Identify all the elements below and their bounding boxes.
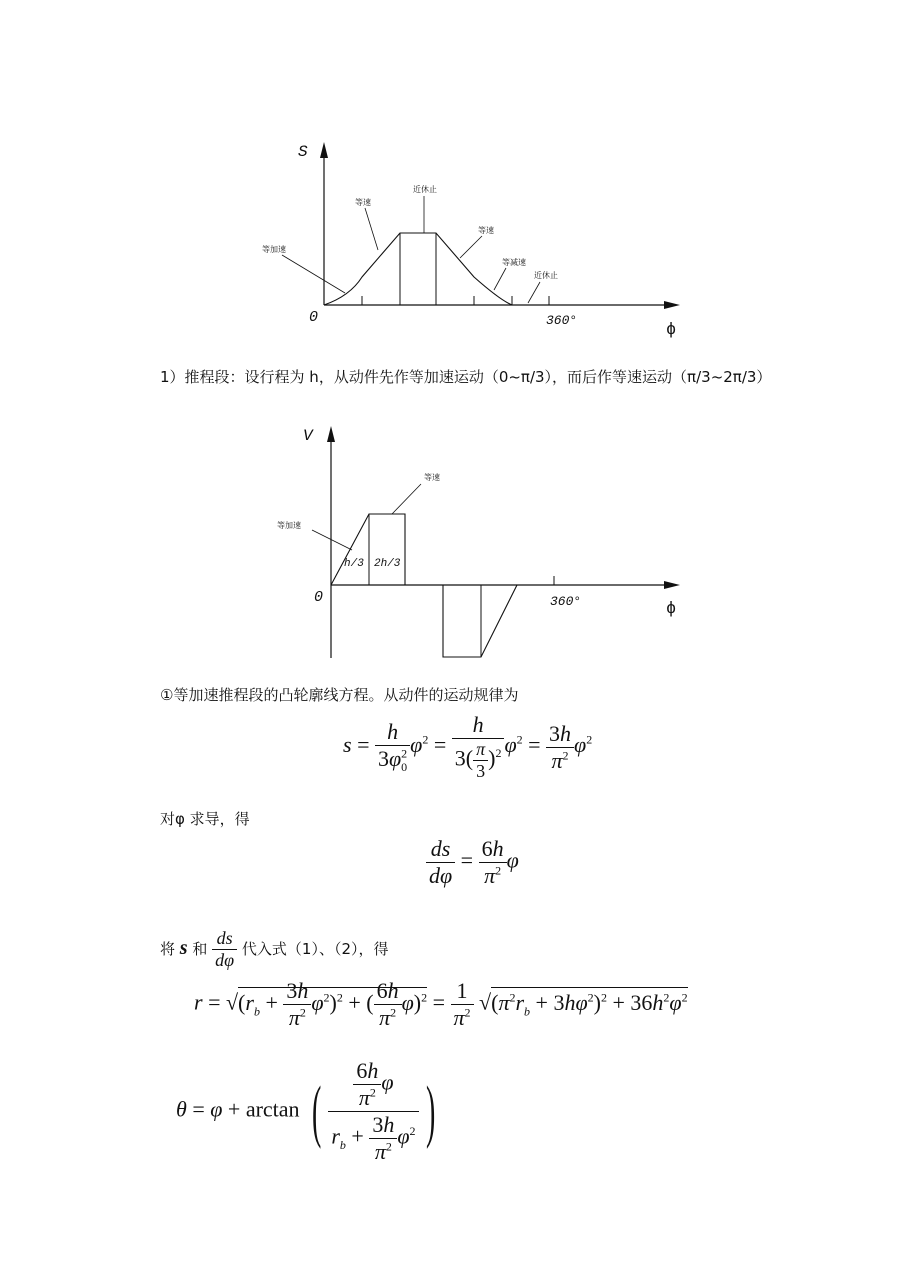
tick-360-label-2: 360°	[550, 594, 582, 609]
label-const2: 等速	[478, 226, 494, 235]
axis-y-label: S	[298, 143, 308, 161]
label-h3: h/3	[344, 558, 364, 570]
paragraph-substitute: 将 s 和 $\frac{ds}{d\varphi}$ 代入式（1）、（2），得	[160, 928, 389, 970]
paragraph-derivative: 对φ 求导，得	[160, 810, 250, 828]
equation-radius: $r = √(r_b$ + $\frac{3h}{\pi^2}$ $\varphi^2)^2$ + ( $\frac{6h}{\pi^2}$ φ)$^2$ = $\frac{1}{\pi^2}$ $√(\pi^2r_b + 3h\varphi^2)^2 + 36h^2\varphi^2$	[194, 978, 688, 1030]
paragraph-push-stage: 1）推程段：设行程为 h，从动件先作等加速运动（0~π/3），而后作等速运动（π/3~2π/3）	[160, 368, 772, 386]
equation-theta: θ = φ + arctan ( $\frac{6h}{\pi^2}$ φ $r_b$ + $\frac{3h}{\pi^2}$ $\varphi^2$ )	[176, 1058, 435, 1164]
v-axis-arrow-icon	[327, 426, 335, 442]
label-accel-2: 等加速	[277, 521, 301, 530]
label-accel: 等加速	[262, 245, 286, 254]
origin-label-2: 0	[314, 589, 324, 606]
label-const-2: 等速	[424, 473, 440, 482]
axis-x-label: ϕ	[666, 321, 677, 340]
label-decel: 等减速	[502, 258, 526, 267]
label-dwell-far: 近休止	[413, 185, 437, 194]
paragraph-accel-equation: ①等加速推程段的凸轮廓线方程。从动件的运动规律为	[160, 686, 519, 704]
axis-v-label: V	[303, 427, 313, 445]
phi-axis-arrow-icon	[664, 581, 680, 589]
label-dwell-near: 近休止	[534, 271, 558, 280]
tick-360-label: 360°	[546, 313, 578, 328]
label-const1: 等速	[355, 198, 371, 207]
label-2h3: 2h/3	[374, 558, 401, 570]
origin-label: 0	[309, 309, 319, 326]
axis-phi-label: ϕ	[666, 600, 677, 619]
equation-displacement: s = $\frac{h}{3\varphi^2_0}$ $\varphi^2$ = h 3( $\frac{\pi}{3}$ )$^2$ $\varphi^2$ = $\frac{3h}{\pi^2}$ $\varphi^2$	[343, 712, 593, 781]
equation-derivative: $\frac{ds}{d\varphi}$ = $\frac{6h}{\pi^2}$ φ	[426, 836, 519, 889]
